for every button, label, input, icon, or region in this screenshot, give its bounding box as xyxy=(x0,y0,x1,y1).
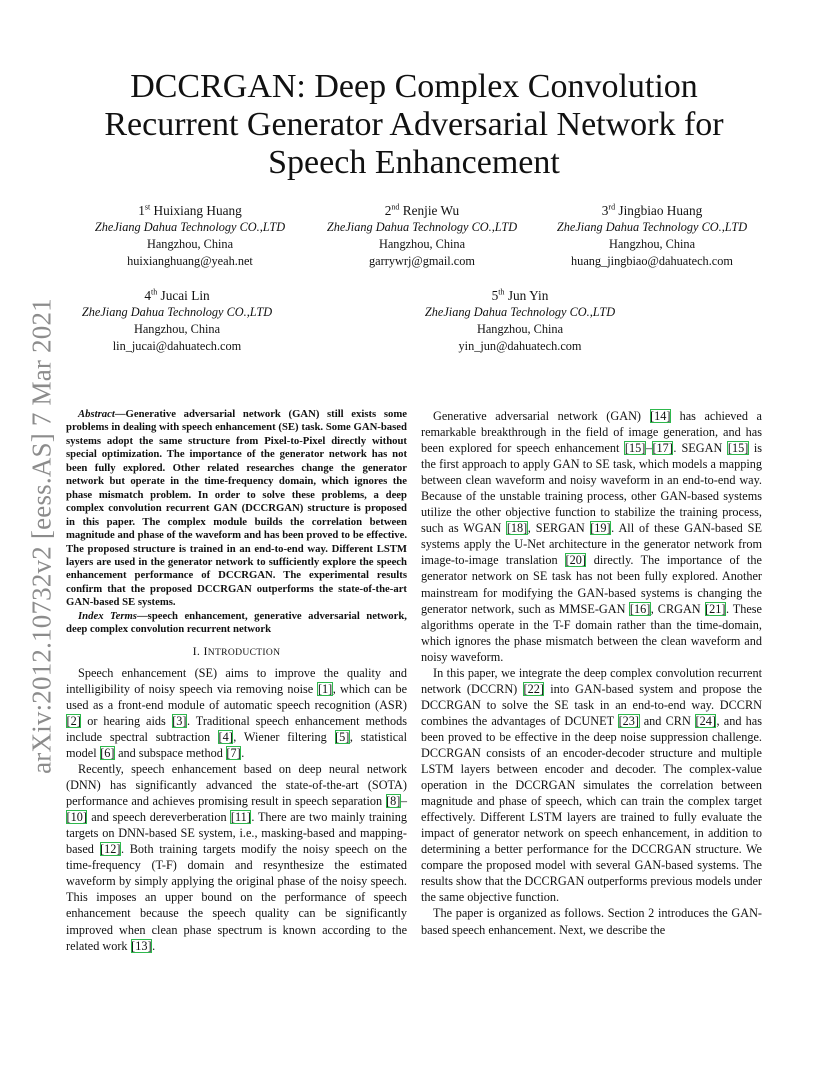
author-email: lin_jucai@dahuatech.com xyxy=(112,339,242,353)
paragraph-1: Speech enhancement (SE) aims to improve the quality and intelligibility of noisy speech via removing noise [ 1 ] , which can be used as a front-end module of automatic speech recognition (ASR) [ 2 ] or hearing aids [ 3 ] . Traditional speech enhancement methods include spectral subtraction [ 4 ] , Wiener filtering [ 5 ] , statistical model [ 6 ] and subspace method [ 7 ] . xyxy=(66,665,407,761)
citation-link[interactable]: [ 19 ] xyxy=(590,521,611,535)
citation-link[interactable]: [ 24 ] xyxy=(695,714,716,728)
author-affiliation: ZheJiang Dahua Technology CO.,LTD xyxy=(94,220,286,234)
author-city: Hangzhou, China xyxy=(378,237,466,251)
citation-link[interactable]: [ 15 ] xyxy=(727,441,748,455)
citation-link[interactable]: [ 16 ] xyxy=(629,602,650,616)
citation-link[interactable]: [ 10 ] xyxy=(66,810,87,824)
citation-link[interactable]: [ 18 ] xyxy=(506,521,527,535)
citation-link[interactable]: [ 3 ] xyxy=(172,714,187,728)
citation-link[interactable]: [ 14 ] xyxy=(650,409,671,423)
citation-link[interactable]: [ 12 ] xyxy=(100,842,121,856)
abstract-label: Abstract xyxy=(78,408,115,420)
author-affiliation: ZheJiang Dahua Technology CO.,LTD xyxy=(326,220,518,234)
paragraph-3: Generative adversarial network (GAN) [ 14 ] has achieved a remarkable breakthrough in the field of image generation, and has been explored for speech enhancement [ 15 ] –[ 17 ] . SEGAN [ 15 ] is the first approach to apply GAN to SE task, which models a mapping between clean waveform and noisy waveform in an end-to-end way. Because of the unstable training process, other GAN-based systems utilize the other objective function to stabilize the training process, such as WGAN [ 18 ] , SERGAN [ 19 ] . All of these GAN-based SE systems apply the U-Net architecture in the generator network from image-to-image translation [ 20 ] directly. The importance of the generator network on SE task has not been fully explored. Another mainstream for modifying the GAN-based systems is changing the generator network, such as MMSE-GAN [ 16 ] , CRGAN [ 21 ] . These algorithms operate in the T-F domain rather than the time-domain, which ignores the phase mismatch between the clean waveform and noisy waveform. xyxy=(421,408,762,665)
citation-link[interactable]: [ 5 ] xyxy=(335,730,350,744)
author-name: 5th Jun Yin xyxy=(491,287,549,303)
citation-link[interactable]: [ 1 ] xyxy=(317,682,332,696)
author-email: garrywrj@gmail.com xyxy=(369,254,475,268)
citation-link[interactable]: [ 21 ] xyxy=(705,602,726,616)
author-name: 4th Jucai Lin xyxy=(144,287,210,303)
left-column xyxy=(66,408,407,954)
citation-link[interactable]: [ 20 ] xyxy=(565,553,586,567)
author-block-1 xyxy=(70,202,310,270)
author-email: huang_jingbiao@dahuatech.com xyxy=(571,254,733,268)
arxiv-sidebar xyxy=(24,286,60,786)
citation-link[interactable]: [ 13 ] xyxy=(131,939,152,953)
author-block-4 xyxy=(57,287,297,355)
author-city: Hangzhou, China xyxy=(476,322,564,336)
author-name: 1st Huixiang Huang xyxy=(138,202,242,218)
index-terms-label: Index Terms xyxy=(78,609,137,622)
index-terms xyxy=(66,610,407,637)
author-affiliation: ZheJiang Dahua Technology CO.,LTD xyxy=(81,305,273,319)
citation-link[interactable]: [ 17 ] xyxy=(652,441,673,455)
author-city: Hangzhou, China xyxy=(146,237,234,251)
paragraph-5: The paper is organized as follows. Section 2 introduces the GAN-based speech enhancement. Next, we describe the xyxy=(421,906,762,937)
arxiv-identifier: arXiv:2012.10732v2 [eess.AS] 7 Mar 2021 xyxy=(26,298,57,774)
author-affiliation: ZheJiang Dahua Technology CO.,LTD xyxy=(556,220,748,234)
paragraph-2: Recently, speech enhancement based on deep neural network (DNN) has significantly advanced the state-of-the-art (SOTA) performance and achieves promising result in speech separation [ 8 ] –[ 10 ] and speech dereverberation [ 11 ] . There are two mainly training targets on DNN-based SE system, i.e., masking-based and mapping-based [ 12 ] . Both training targets modify the noisy speech on the time-frequency (T-F) domain and resynthesize the estimated waveform by simply applying the original phase of the noisy speech. This imposes an upper bound on the performance of speech enhancement because the speech quality can be significantly improved when clean phase spectrum is known according to the related work [ 13 ] . xyxy=(66,761,407,954)
citation-link[interactable]: [ 15 ] xyxy=(624,441,645,455)
author-email: yin_jun@dahuatech.com xyxy=(458,339,582,353)
author-affiliation: ZheJiang Dahua Technology CO.,LTD xyxy=(424,305,616,319)
author-city: Hangzhou, China xyxy=(133,322,221,336)
author-block-2 xyxy=(302,202,542,270)
index-terms-text: —speech enhancement, generative adversarial network, deep complex convolution recurrent network xyxy=(66,609,407,636)
citation-link[interactable]: [ 8 ] xyxy=(386,794,401,808)
right-column xyxy=(421,408,762,938)
citation-link[interactable]: [ 6 ] xyxy=(100,746,115,760)
paragraph-4: In this paper, we integrate the deep complex convolution recurrent network (DCCRN) [ 22 ] into GAN-based system and propose the DCCRGAN to solve the SE task in an end-to-end way. DCCRN combines the advantages of DCUNET [ 23 ] and CRN [ 24 ] , and has been proved to be effective in the deep noise suppression challenge. DCCRGAN consists of an encoder-decoder structure and multiple LSTM layers between encoder and decoder. The complex-value operation in the DCCRGAN simulates the correlation between magnitude and phase of speech, which can train the complex target effectively. Different LSTM layers are trained to fully evaluate the impact of generator network on speech enhancement, in addition to determining a better performance for the DCCRGAN structure. We compare the proposed model with several GAN-based systems. The results show that the DCCRGAN outperforms previous models under the same objective function. xyxy=(421,665,762,906)
paper-title: DCCRGAN: Deep Complex Convolution Recurrent Generator Adversarial Network for Speech Enhancement xyxy=(104,68,724,181)
author-email: huixianghuang@yeah.net xyxy=(127,254,253,268)
section-heading-introduction: I. INTRODUCTION xyxy=(192,643,281,658)
author-name: 3rd Jingbiao Huang xyxy=(601,202,703,218)
citation-link[interactable]: [ 4 ] xyxy=(218,730,233,744)
author-block-5 xyxy=(400,287,640,355)
author-block-3 xyxy=(532,202,772,270)
citation-link[interactable]: [ 11 ] xyxy=(230,810,251,824)
author-city: Hangzhou, China xyxy=(608,237,696,251)
citation-link[interactable]: [ 22 ] xyxy=(523,682,544,696)
author-name: 2nd Renjie Wu xyxy=(384,202,460,218)
abstract xyxy=(66,408,407,610)
citation-link[interactable]: [ 7 ] xyxy=(226,746,241,760)
citation-link[interactable]: [ 23 ] xyxy=(618,714,639,728)
citation-link[interactable]: [ 2 ] xyxy=(66,714,81,728)
abstract-text: —Generative adversarial network (GAN) still exists some problems in dealing with speech enhancement (SE) task. Some GAN-based systems adopt the same structure from Pixel-to-Pixel directly without special optimization. The importance of the generator network has not been fully explored. Other related researches change the generator network but operate in the time-frequency domain, which ignores the phase mismatch problem. In order to solve these problems, a deep complex convolution recurrent GAN (DCCRGAN) structure is proposed in this paper. The complex module builds the correlation between magnitude and phase of the waveform and has been proved to be effective. The proposed structure is trained in an end-to-end way. Different LSTM layers are used in the generator network to sufficiently explore the speech enhancement performance of DCCRGAN. The experimental results confirm that the proposed DCCRGAN outperforms the state-of-the-art GAN-based SE systems. xyxy=(66,408,407,609)
